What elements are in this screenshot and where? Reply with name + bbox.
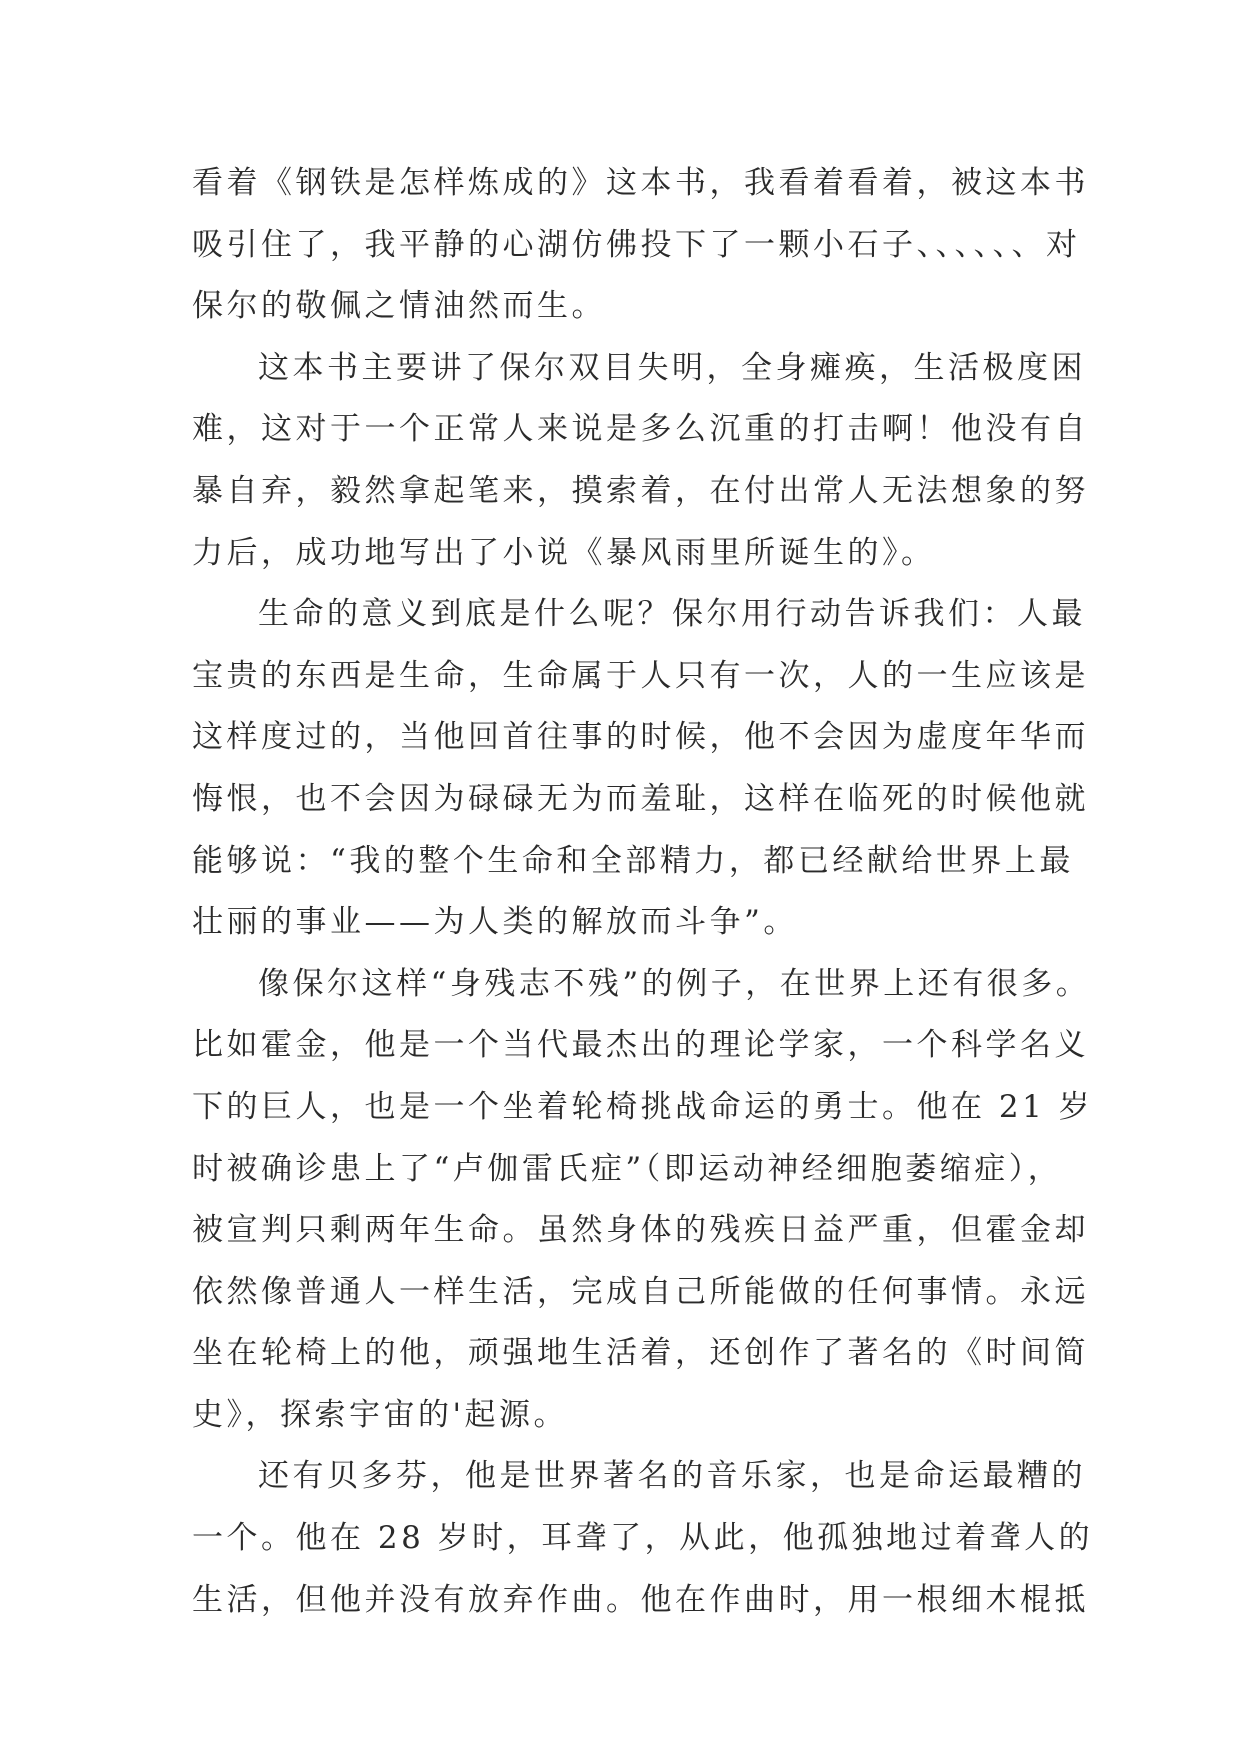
text-line: 一个。他在 28 岁时，耳聋了，从此，他孤独地过着聋人的 [192,1520,1094,1557]
text-line: 能够说：“我的整个生命和全部精力，都已经献给世界上最 [192,842,1074,879]
text-line: 这样度过的，当他回首往事的时候，他不会因为虚度年华而 [192,719,1089,756]
text-line: 壮丽的事业——为人类的解放而斗争”。 [192,904,798,941]
text-line: 看着《钢铁是怎样炼成的》这本书，我看着看着，被这本书 [192,165,1089,201]
text-line: 保尔的敬佩之情油然而生。 [192,288,606,325]
text-line: 依然像普通人一样生活，完成自己所能做的任何事情。永远 [192,1273,1089,1310]
text-line: 下的巨人，也是一个坐着轮椅挑战命运的勇士。他在 21 岁 [192,1088,1094,1125]
text-line: 这本书主要讲了保尔双目失明，全身瘫痪，生活极度困 [258,349,1086,386]
text-line: 生活，但他并没有放弃作曲。他在作曲时，用一根细木棍抵 [192,1581,1089,1618]
text-line: 坐在轮椅上的他，顽强地生活着，还创作了著名的《时间简 [192,1335,1089,1372]
text-line: 像保尔这样“身残志不残”的例子，在世界上还有很多。 [258,965,1091,1002]
text-line: 悔恨，也不会因为碌碌无为而羞耻，这样在临死的时候他就 [192,780,1089,817]
text-line: 力后，成功地写出了小说《暴风雨里所诞生的》。 [192,534,936,571]
text-line: 生命的意义到底是什么呢？保尔用行动告诉我们：人最 [258,596,1086,633]
text-line: 被宣判只剩两年生命。虽然身体的残疾日益严重，但霍金却 [192,1212,1089,1249]
text-line: 吸引住了，我平静的心湖仿佛投下了一颗小石子、、、、、、对 [192,226,1081,263]
text-line: 史》，探索宇宙的'起源。 [192,1396,569,1433]
essay-body-text [192,153,1094,1631]
text-line: 暴自弃，毅然拿起笔来，摸索着，在付出常人无法想象的努 [192,472,1089,509]
text-line: 难，这对于一个正常人来说是多么沉重的打击啊！他没有自 [192,411,1089,448]
text-line: 宝贵的东西是生命，生命属于人只有一次，人的一生应该是 [192,657,1089,694]
text-line: 时被确诊患上了“卢伽雷氏症”（即运动神经细胞萎缩症）， [192,1150,1063,1187]
text-line: 比如霍金，他是一个当代最杰出的理论学家，一个科学名义 [192,1027,1089,1064]
text-line: 还有贝多芬，他是世界著名的音乐家，也是命运最糟的 [258,1458,1086,1495]
